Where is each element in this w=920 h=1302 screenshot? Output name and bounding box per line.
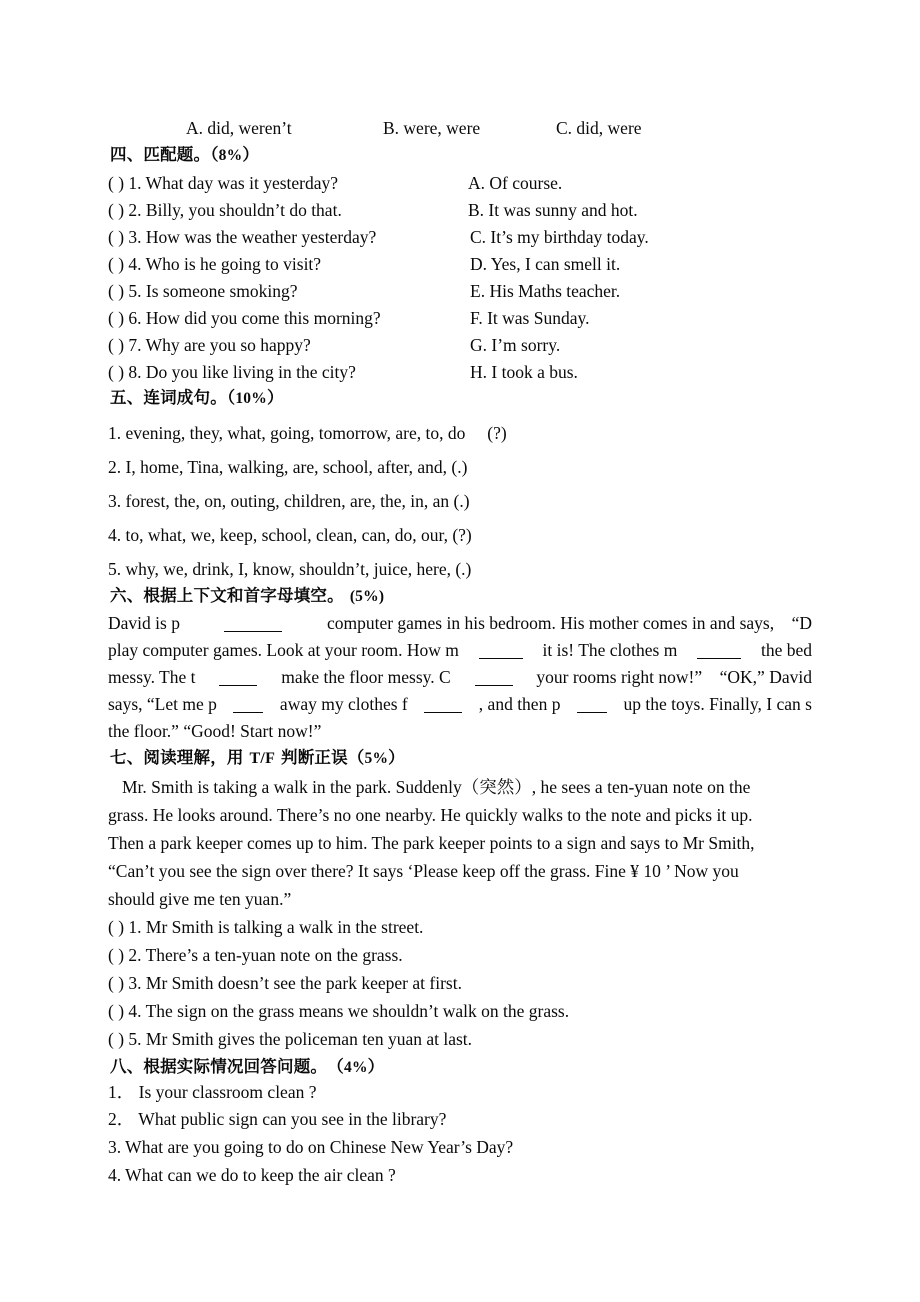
tf-bracket-3[interactable]: ( ) 3. bbox=[108, 973, 146, 993]
match-item-6[interactable] bbox=[108, 310, 381, 328]
section-seven-heading-text-a: 七、阅读理解，用 bbox=[110, 748, 250, 767]
section-five-heading-text: 五、连词成句。（ bbox=[110, 388, 236, 407]
order-item-1: 1. evening, they, what, going, tomorrow, are, to, do (?) bbox=[108, 423, 507, 443]
section-seven-heading-text-b: 判断正误（ bbox=[275, 748, 365, 767]
match-answer-e: E. His Maths teacher. bbox=[470, 281, 621, 301]
match-bracket-5[interactable]: ( ) 5. bbox=[108, 281, 146, 301]
tf-bracket-1[interactable]: ( ) 1. bbox=[108, 917, 146, 937]
choice-option-b: B. were, were bbox=[383, 118, 481, 138]
match-answer-h: H. I took a bus. bbox=[470, 362, 578, 382]
cloze-line1-a: David is p bbox=[108, 613, 180, 633]
section-eight-heading bbox=[110, 1059, 384, 1076]
cloze-line3-a: messy. The t bbox=[108, 667, 196, 687]
cloze-line4-d: up the toys. Finally, I can s bbox=[623, 694, 812, 714]
tf-item-5[interactable] bbox=[108, 1031, 472, 1049]
section-six-heading bbox=[110, 588, 384, 605]
cloze-line4-a: says, “Let me p bbox=[108, 694, 217, 714]
match-question-6: How did you come this morning? bbox=[145, 308, 381, 328]
match-item-1[interactable] bbox=[108, 175, 338, 193]
choice-option-a: A. did, weren’t bbox=[186, 118, 292, 138]
reading-passage-line-4: “Can’t you see the sign over there? It says ‘Please keep off the grass. Fine ¥ 10 ’ Now you bbox=[108, 861, 739, 881]
match-item-4[interactable] bbox=[108, 256, 321, 274]
answer-question-1: 1． Is your classroom clean ? bbox=[108, 1082, 317, 1102]
match-bracket-8[interactable]: ( ) 8. bbox=[108, 362, 146, 382]
match-question-2: Billy, you shouldn’t do that. bbox=[145, 200, 342, 220]
cloze-blank-6[interactable] bbox=[233, 695, 263, 713]
section-five-heading bbox=[110, 390, 284, 407]
section-four-score: 8% bbox=[218, 147, 243, 164]
section-six-score: (5%) bbox=[349, 588, 385, 605]
reading-passage-line-2: grass. He looks around. There’s no one nearby. He quickly walks to the note and picks it up. bbox=[108, 805, 753, 825]
section-six-heading-text: 六、根据上下文和首字母填空。 bbox=[110, 586, 344, 605]
cloze-line-5: the floor.” “Good! Start now!” bbox=[108, 721, 322, 741]
cloze-line2-a: play computer games. Look at your room. How m bbox=[108, 640, 459, 660]
match-bracket-1[interactable]: ( ) 1. bbox=[108, 173, 146, 193]
section-seven-tf-label: T/F bbox=[249, 750, 276, 767]
tf-statement-5: Mr Smith gives the policeman ten yuan at last. bbox=[145, 1029, 473, 1049]
match-item-7[interactable] bbox=[108, 337, 311, 355]
cloze-line-1 bbox=[108, 615, 812, 633]
match-question-7: Why are you so happy? bbox=[145, 335, 311, 355]
cloze-line2-b: it is! The clothes m bbox=[542, 640, 678, 660]
cloze-blank-8[interactable] bbox=[577, 695, 607, 713]
cloze-blank-3[interactable] bbox=[697, 641, 741, 659]
tf-item-2[interactable] bbox=[108, 947, 403, 965]
match-item-3[interactable] bbox=[108, 229, 376, 247]
cloze-line2-c: the bed bbox=[760, 640, 812, 660]
cloze-line-4 bbox=[108, 696, 812, 714]
tf-bracket-5[interactable]: ( ) 5. bbox=[108, 1029, 146, 1049]
answer-question-3: 3. What are you going to do on Chinese New Year’s Day? bbox=[108, 1137, 514, 1157]
section-four-heading bbox=[110, 147, 259, 164]
cloze-blank-1[interactable] bbox=[224, 614, 282, 632]
section-seven-score: 5% bbox=[364, 750, 389, 767]
order-item-2: 2. I, home, Tina, walking, are, school, after, and, (.) bbox=[108, 457, 468, 477]
match-bracket-4[interactable]: ( ) 4. bbox=[108, 254, 146, 274]
section-four-heading-close: ） bbox=[242, 145, 260, 164]
cloze-blank-2[interactable] bbox=[479, 641, 523, 659]
cloze-blank-4[interactable] bbox=[219, 668, 257, 686]
match-item-5[interactable] bbox=[108, 283, 298, 301]
match-bracket-7[interactable]: ( ) 7. bbox=[108, 335, 146, 355]
tf-statement-4: The sign on the grass means we shouldn’t walk on the grass. bbox=[145, 1001, 570, 1021]
tf-bracket-2[interactable]: ( ) 2. bbox=[108, 945, 146, 965]
match-answer-d: D. Yes, I can smell it. bbox=[470, 254, 621, 274]
match-question-1: What day was it yesterday? bbox=[145, 173, 339, 193]
choice-option-c: C. did, were bbox=[556, 118, 642, 138]
tf-statement-2: There’s a ten-yuan note on the grass. bbox=[145, 945, 403, 965]
cloze-line-3 bbox=[108, 669, 812, 687]
answer-question-2: 2． What public sign can you see in the library? bbox=[108, 1109, 447, 1129]
section-five-heading-close: ） bbox=[266, 388, 284, 407]
match-question-4: Who is he going to visit? bbox=[145, 254, 322, 274]
match-bracket-3[interactable]: ( ) 3. bbox=[108, 227, 146, 247]
match-question-8: Do you like living in the city? bbox=[145, 362, 356, 382]
tf-item-3[interactable] bbox=[108, 975, 462, 993]
section-eight-heading-text: 八、根据实际情况回答问题。 （ bbox=[110, 1057, 344, 1076]
section-eight-heading-close: ） bbox=[367, 1057, 385, 1076]
tf-item-4[interactable] bbox=[108, 1003, 569, 1021]
order-item-5: 5. why, we, drink, I, know, shouldn’t, juice, here, (.) bbox=[108, 559, 472, 579]
match-item-2[interactable] bbox=[108, 202, 342, 220]
match-answer-g: G. I’m sorry. bbox=[470, 335, 561, 355]
cloze-line3-c: your rooms right now!” “OK,” David bbox=[536, 667, 812, 687]
cloze-line3-b: make the floor messy. C bbox=[281, 667, 451, 687]
section-eight-score: 4% bbox=[344, 1059, 368, 1076]
cloze-line4-c: , and then p bbox=[478, 694, 561, 714]
match-answer-a: A. Of course. bbox=[468, 173, 563, 193]
tf-statement-1: Mr Smith is talking a walk in the street. bbox=[145, 917, 424, 937]
cloze-blank-7[interactable] bbox=[424, 695, 462, 713]
cloze-line-2 bbox=[108, 642, 812, 660]
order-item-3: 3. forest, the, on, outing, children, are, the, in, an (.) bbox=[108, 491, 470, 511]
tf-item-1[interactable] bbox=[108, 919, 423, 937]
tf-bracket-4[interactable]: ( ) 4. bbox=[108, 1001, 146, 1021]
match-answer-b: B. It was sunny and hot. bbox=[468, 200, 638, 220]
match-bracket-6[interactable]: ( ) 6. bbox=[108, 308, 146, 328]
match-item-8[interactable] bbox=[108, 364, 356, 382]
section-seven-heading-close: ） bbox=[388, 748, 405, 767]
section-four-heading-text: 四、匹配题。（ bbox=[110, 145, 219, 164]
tf-statement-3: Mr Smith doesn’t see the park keeper at first. bbox=[145, 973, 462, 993]
answer-question-4: 4. What can we do to keep the air clean ? bbox=[108, 1165, 396, 1185]
match-answer-c: C. It’s my birthday today. bbox=[470, 227, 649, 247]
reading-passage-line-5: should give me ten yuan.” bbox=[108, 889, 292, 909]
cloze-line1-b: computer games in his bedroom. His mother comes in and says, “D bbox=[326, 613, 812, 633]
match-bracket-2[interactable]: ( ) 2. bbox=[108, 200, 146, 220]
reading-passage-line-1: Mr. Smith is taking a walk in the park. Suddenly（突然）, he sees a ten-yuan note on the bbox=[122, 777, 751, 797]
match-question-5: Is someone smoking? bbox=[145, 281, 298, 301]
section-five-score: 10% bbox=[235, 390, 267, 407]
match-question-3: How was the weather yesterday? bbox=[145, 227, 377, 247]
section-seven-heading bbox=[110, 750, 405, 767]
match-answer-f: F. It was Sunday. bbox=[470, 308, 590, 328]
reading-passage-line-3: Then a park keeper comes up to him. The park keeper points to a sign and says to Mr Smith, bbox=[108, 833, 755, 853]
cloze-blank-5[interactable] bbox=[475, 668, 513, 686]
order-item-4: 4. to, what, we, keep, school, clean, can, do, our, (?) bbox=[108, 525, 472, 545]
cloze-line4-b: away my clothes f bbox=[279, 694, 408, 714]
